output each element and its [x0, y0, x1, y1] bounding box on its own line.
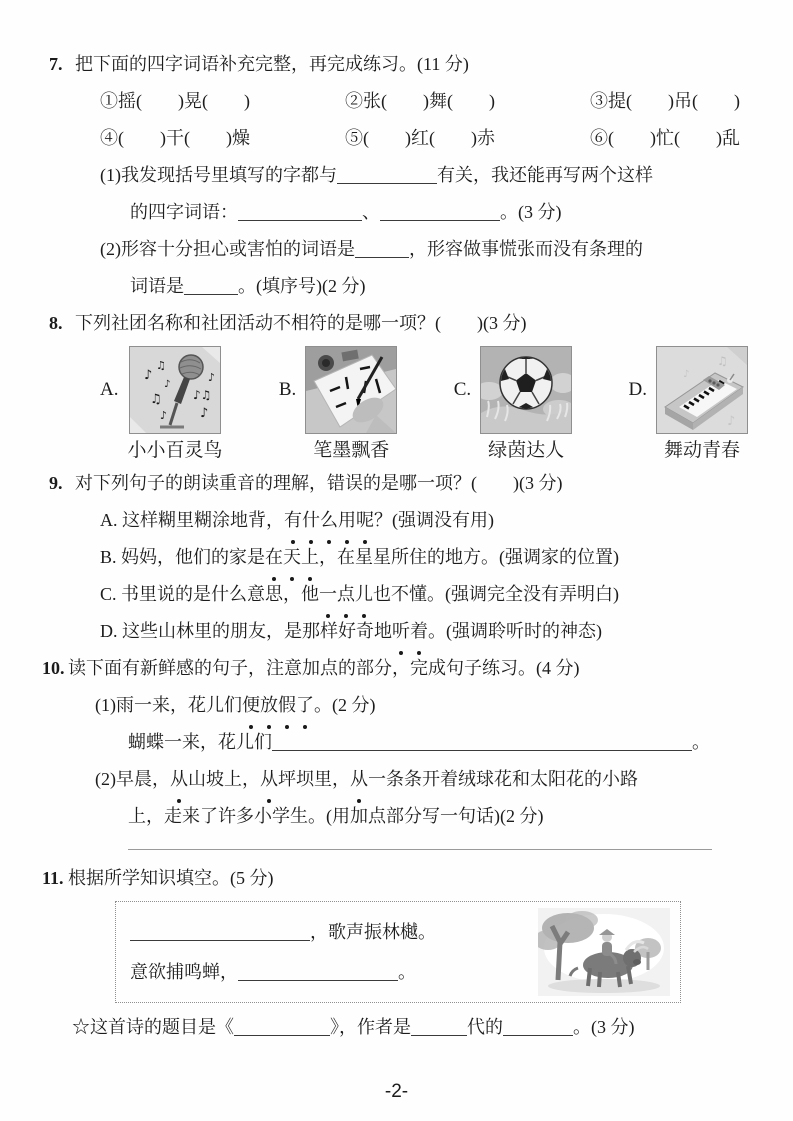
q10-title: 10. 读下面有新鲜感的句子，注意加点的部分，完成句子练习。(4 分): [42, 650, 753, 687]
q10-number: 10.: [42, 658, 65, 678]
idiom-group-1: ①摇( )晃( ): [100, 91, 250, 111]
text-run: 山坡上，: [188, 769, 260, 789]
q7-sub2-line2: [130, 268, 753, 305]
emphasized-char: 了: [296, 687, 314, 724]
text-run: 。: [692, 732, 710, 752]
text-run: 。(3 分): [500, 202, 562, 222]
q8-option-b: [279, 346, 397, 463]
q7-idiom-row-1: [100, 83, 740, 120]
emphasized-char: 便: [242, 687, 260, 724]
option-label: B.: [278, 379, 297, 400]
q10-sub1-line2: [128, 724, 753, 761]
q8-caption-c: 绿茵达人: [488, 440, 565, 461]
emphasized-char: 假: [278, 687, 296, 724]
q11-poem-line1: [130, 912, 436, 952]
boy-riding-buffalo-illustration: [538, 908, 670, 996]
answer-blank: [337, 181, 437, 184]
text-run: 一条条开着绒球花和太阳花的小路: [368, 769, 638, 789]
svg-text:♪: ♪: [159, 409, 168, 422]
text-run: 的四字词语：: [130, 202, 238, 222]
q9-option-a: [100, 502, 753, 539]
emphasized-char: 什: [302, 502, 320, 539]
text-run: 也不懂。(强调完全没有弄明白): [373, 584, 620, 604]
text-run: ？(强调没有用): [374, 510, 494, 530]
svg-text:♪: ♪: [682, 369, 690, 380]
q10-sub2-line1: [95, 761, 753, 798]
question-7: [42, 46, 753, 305]
text-run: 。(3 分): [573, 1017, 635, 1037]
microphone-icon: [129, 346, 221, 434]
answer-blank: [130, 938, 310, 941]
q9-number: 9.: [49, 473, 63, 493]
text-run: B. 妈妈，他们的家是: [100, 547, 266, 567]
text-run: 。: [398, 962, 416, 982]
text-run: 》，作者是: [330, 1017, 411, 1037]
text-run: 词语是: [130, 276, 184, 296]
text-run: 坪坝里，: [278, 769, 350, 789]
text-run: A. 这样糊里糊涂地背，: [100, 510, 284, 530]
idiom-group-3: ③提( )吊( ): [590, 91, 740, 111]
emphasized-char: 从: [260, 761, 278, 798]
text-run: 有关，我还能再写两个这样: [437, 165, 653, 185]
question-10: [42, 650, 753, 850]
text-run: (2)早晨，: [95, 769, 170, 789]
emphasized-char: 着: [410, 613, 428, 650]
q11-star-question: [72, 1009, 753, 1046]
emphasized-char: 么: [320, 502, 338, 539]
svg-text:♫: ♫: [155, 359, 166, 372]
q10-answer-line: [128, 849, 712, 850]
text-run: D. 这些山林里的朋友，是那样好奇地: [100, 621, 392, 641]
emphasized-char: 天: [283, 539, 301, 576]
q10-sub2-line2: [128, 798, 753, 835]
q7-sub2-line1: [100, 231, 753, 268]
q8-caption-a: 小小百灵鸟: [127, 440, 223, 461]
svg-text:♫: ♫: [716, 354, 728, 368]
text-run: 、: [362, 202, 380, 222]
answer-blank: [238, 218, 362, 221]
q7-sub1-line2: [130, 194, 753, 231]
svg-text:♪: ♪: [726, 414, 736, 429]
text-run: 。(2 分): [314, 695, 376, 715]
q8-caption-d: 舞动青春: [663, 440, 740, 461]
q7-idiom-row-2: [100, 120, 740, 157]
q8-options: [100, 346, 748, 463]
answer-blank: [503, 1033, 573, 1036]
text-run: 蝴蝶一来，花儿们: [128, 732, 272, 752]
q7-title: 7. 把下面的四字词语补充完整，再完成练习。(11 分): [49, 46, 753, 83]
q8-option-d: [629, 346, 748, 463]
emphasized-char: 上: [301, 539, 319, 576]
svg-text:♪: ♪: [163, 379, 171, 390]
soccer-ball-icon: [480, 346, 572, 434]
emphasized-char: 点: [337, 576, 355, 613]
q8-option-c: [454, 346, 572, 463]
keyboard-icon: [656, 346, 748, 434]
q11-poem-box: [115, 901, 681, 1003]
idiom-group-2: ②张( )舞( ): [345, 91, 495, 111]
svg-text:♪: ♪: [143, 368, 153, 383]
answer-blank: [411, 1033, 467, 1036]
text-run: ，在星星所住的地方。(强调家的位置): [319, 547, 620, 567]
answer-blank: [238, 978, 398, 981]
q11-poem-line2: [130, 952, 436, 992]
svg-text:♫: ♫: [149, 392, 162, 407]
calligraphy-icon: [305, 346, 397, 434]
text-run: ，歌声振林樾。: [310, 922, 436, 942]
option-label: A.: [100, 379, 119, 400]
option-label: D.: [628, 379, 647, 400]
svg-text:♪: ♪: [199, 406, 209, 421]
answer-blank: [272, 748, 692, 751]
emphasized-char: 用: [338, 502, 356, 539]
option-label: C.: [453, 379, 472, 400]
text-run: C. 书里说的是什么意思，他: [100, 584, 320, 604]
idiom-group-4: ④( )干( )燥: [100, 128, 250, 148]
emphasized-char: 一: [319, 576, 337, 613]
text-run: 。(填序号)(2 分): [238, 276, 366, 296]
question-8: [42, 305, 753, 463]
text-run: ，形容做事慌张而没有条理的: [409, 239, 643, 259]
emphasized-char: 儿: [355, 576, 373, 613]
q8-title: 8. 下列社团名称和社团活动不相符的是哪一项？( )(3 分): [49, 305, 753, 342]
idiom-group-5: ⑤( )红( )赤: [345, 128, 495, 148]
text-run: ☆这首诗的题目是《: [72, 1017, 234, 1037]
q9-option-c: [100, 576, 753, 613]
answer-blank: [380, 218, 500, 221]
q11-number: 11.: [42, 868, 64, 888]
text-run: (1)雨一来，花儿们: [95, 695, 242, 715]
q7-number: 7.: [49, 54, 63, 74]
emphasized-char: 从: [170, 761, 188, 798]
q9-option-d: [100, 613, 753, 650]
q10-sub1-line1: [95, 687, 753, 724]
emphasized-char: 放: [260, 687, 278, 724]
idiom-group-6: ⑥( )忙( )乱: [590, 128, 740, 148]
emphasized-char: 从: [350, 761, 368, 798]
q11-title: 11. 根据所学知识填空。(5 分): [42, 860, 753, 897]
q8-option-a: [100, 346, 223, 463]
text-run: 上，走来了许多小学生。(用加点部分写一句话)(2 分): [128, 806, 544, 826]
q8-caption-b: 笔墨飘香: [313, 440, 390, 461]
page-number: -2-: [384, 1081, 409, 1102]
answer-blank: [355, 255, 409, 258]
q9-option-b: [100, 539, 753, 576]
question-9: [42, 465, 753, 650]
svg-text:♪: ♪: [207, 371, 216, 384]
emphasized-char: 呢: [356, 502, 374, 539]
question-11: [42, 860, 753, 1046]
svg-text:♪♫: ♪♫: [192, 388, 212, 402]
q7-sub1-line1: [100, 157, 753, 194]
text-run: 意欲捕鸣蝉，: [130, 962, 238, 982]
answer-blank: [184, 292, 238, 295]
text-run: 。(强调聆听时的神态): [428, 621, 602, 641]
text-run: 代的: [467, 1017, 503, 1037]
emphasized-char: 在: [265, 539, 283, 576]
text-run: (1)我发现括号里填写的字都与: [100, 165, 337, 185]
q11-poem-lines: [130, 912, 436, 992]
emphasized-char: 有: [284, 502, 302, 539]
q9-title: 9. 对下列句子的朗读重音的理解，错误的是哪一项？( )(3 分): [49, 465, 753, 502]
text-run: (2)形容十分担心或害怕的词语是: [100, 239, 355, 259]
answer-blank: [234, 1033, 330, 1036]
q8-number: 8.: [49, 313, 63, 333]
emphasized-char: 听: [392, 613, 410, 650]
